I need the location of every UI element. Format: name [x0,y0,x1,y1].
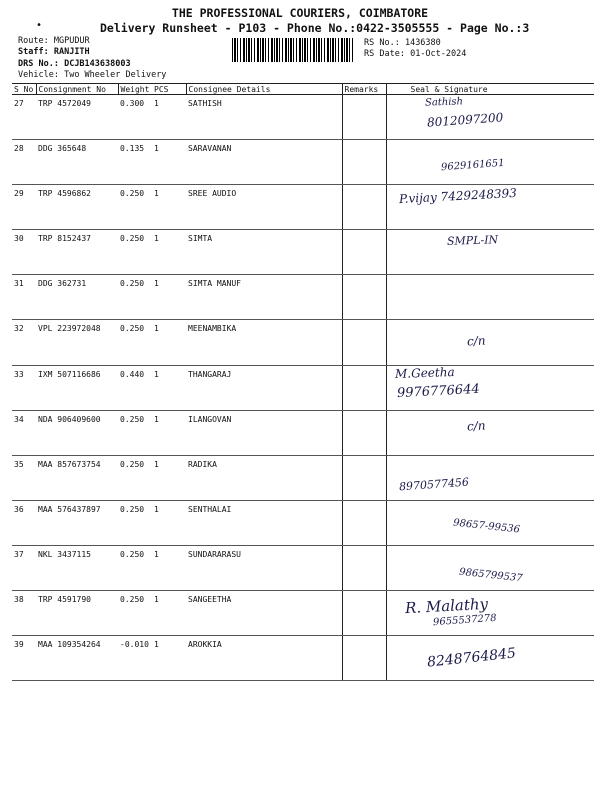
table-row [12,455,594,500]
table-row [12,500,594,545]
table-row [12,230,594,275]
handwritten-name: SMPL-IN [446,233,498,249]
cell-signature [386,591,594,636]
cell-consignee: SATHISH [186,95,342,140]
cell-consignee: MEENAMBIKA [186,320,342,365]
cell-pcs: 1 [152,636,186,681]
drs-value: DCJB143638003 [64,59,131,69]
cell-consignee: THANGARAJ [186,365,342,410]
col-weight: Weight [118,84,152,95]
handwritten-phone: 9865799537 [458,566,523,585]
cell-signature [386,545,594,590]
cell-pcs: 1 [152,591,186,636]
handwritten-name: M.Geetha [394,364,455,381]
handwritten-name: c/n [466,418,486,434]
cell-sno: 33 [12,365,36,410]
handwritten-phone: 9655537278 [432,612,497,629]
cell-sno: 28 [12,140,36,185]
cell-remarks [342,591,386,636]
col-consignment: Consignment No [36,84,118,95]
cell-pcs: 1 [152,455,186,500]
table-row [12,275,594,320]
table-row [12,140,594,185]
cell-consignment-no: TRP 4591790 [36,591,118,636]
cell-consignee: SIMTA MANUF [186,275,342,320]
table-row [12,185,594,230]
cell-pcs: 1 [152,545,186,590]
cell-consignment-no: IXM 507116686 [36,365,118,410]
cell-remarks [342,275,386,320]
table-row [12,636,594,681]
cell-weight: 0.250 [118,230,152,275]
col-seal-signature: Seal & Signature [386,84,594,95]
cell-pcs: 1 [152,185,186,230]
staff-value: RANJITH [53,47,90,57]
cell-weight: 0.250 [118,275,152,320]
cell-weight: 0.250 [118,500,152,545]
cell-consignment-no: TRP 4596862 [36,185,118,230]
rs-date-value: 01-Oct-2024 [410,49,467,59]
table-row [12,545,594,590]
cell-weight: 0.250 [118,591,152,636]
cell-sno: 38 [12,591,36,636]
handwritten-phone: 98657-99536 [452,517,520,536]
handwritten-phone: 9629161651 [440,157,505,174]
col-pcs: PCS [152,84,186,95]
cell-sno: 29 [12,185,36,230]
cell-consignment-no: NDA 906409600 [36,410,118,455]
vehicle-value: Two Wheeler Delivery [64,70,167,80]
table-row [12,320,594,365]
staff-label: Staff: [18,47,49,57]
cell-signature [386,365,594,410]
handwritten-name: Sathish [424,96,463,109]
cell-remarks [342,455,386,500]
table-header-row [12,84,594,95]
cell-remarks [342,185,386,230]
cell-remarks [342,500,386,545]
cell-weight: 0.250 [118,320,152,365]
cell-sno: 30 [12,230,36,275]
cell-remarks [342,636,386,681]
table-row [12,95,594,140]
cell-signature [386,275,594,320]
cell-sno: 27 [12,95,36,140]
cell-consignment-no: MAA 857673754 [36,455,118,500]
col-remarks: Remarks [342,84,386,95]
vehicle-label: Vehicle: [18,70,59,80]
cell-weight: 0.135 [118,140,152,185]
cell-remarks [342,365,386,410]
vehicle-line [18,70,166,80]
handwritten-phone: 8012097200 [426,110,504,130]
handwritten-name: P.vijay 7429248393 [398,186,517,207]
scan-mark: • [36,20,43,31]
cell-pcs: 1 [152,320,186,365]
col-sno: S No [12,84,36,95]
cell-signature [386,500,594,545]
cell-weight: 0.250 [118,185,152,230]
cell-weight: 0.250 [118,455,152,500]
cell-signature [386,230,594,275]
handwritten-phone: 9976776644 [396,381,480,401]
cell-pcs: 1 [152,230,186,275]
cell-weight: 0.300 [118,95,152,140]
cell-remarks [342,410,386,455]
company-title: THE PROFESSIONAL COURIERS, COIMBATORE [171,6,429,20]
cell-signature [386,140,594,185]
cell-pcs: 1 [152,140,186,185]
cell-remarks [342,545,386,590]
handwritten-phone: 8970577456 [398,475,469,494]
drs-label: DRS No.: [18,59,59,69]
barcode-image [232,38,354,62]
staff-line [18,47,90,57]
cell-consignee: SANGEETHA [186,591,342,636]
runsheet-title: Delivery Runsheet - P103 - Phone No.:0422-3505555 - Page No.:3 [100,21,530,35]
cell-consignee: RADIKA [186,455,342,500]
cell-remarks [342,140,386,185]
handwritten-phone: 8248764845 [425,645,517,671]
cell-signature [386,95,594,140]
route-label: Route: [18,36,49,46]
cell-weight: 0.440 [118,365,152,410]
table-row [12,365,594,410]
cell-sno: 34 [12,410,36,455]
cell-pcs: 1 [152,500,186,545]
cell-sno: 36 [12,500,36,545]
cell-consignee: SENTHALAI [186,500,342,545]
cell-consignee: SARAVANAN [186,140,342,185]
cell-consignment-no: DDG 362731 [36,275,118,320]
cell-sno: 37 [12,545,36,590]
cell-consignment-no: NKL 3437115 [36,545,118,590]
cell-consignment-no: DDG 365648 [36,140,118,185]
table-row [12,591,594,636]
cell-remarks [342,230,386,275]
cell-consignment-no: MAA 109354264 [36,636,118,681]
cell-consignee: SIMTA [186,230,342,275]
rs-no-label: RS No.: [364,38,400,48]
cell-consignment-no: MAA 576437897 [36,500,118,545]
rs-date-line [364,49,466,59]
route-value: MGPUDUR [53,36,90,46]
handwritten-name: c/n [466,333,486,349]
cell-pcs: 1 [152,95,186,140]
cell-sno: 39 [12,636,36,681]
cell-consignee: AROKKIA [186,636,342,681]
rs-date-label: RS Date: [364,49,405,59]
table-row [12,410,594,455]
rs-no-value: 1436380 [404,38,441,48]
cell-sno: 31 [12,275,36,320]
cell-weight: -0.010 [118,636,152,681]
drs-line [18,59,131,69]
cell-remarks [342,320,386,365]
handwritten-name: R. Malathy [404,594,488,618]
cell-sno: 32 [12,320,36,365]
cell-weight: 0.250 [118,410,152,455]
cell-signature [386,185,594,230]
cell-consignment-no: VPL 223972048 [36,320,118,365]
cell-consignee: ILANGOVAN [186,410,342,455]
route-line [18,36,90,46]
cell-pcs: 1 [152,275,186,320]
cell-pcs: 1 [152,365,186,410]
cell-consignment-no: TRP 4572049 [36,95,118,140]
cell-sno: 35 [12,455,36,500]
cell-signature [386,410,594,455]
cell-consignment-no: TRP 8152437 [36,230,118,275]
cell-signature [386,636,594,681]
cell-signature [386,320,594,365]
cell-weight: 0.250 [118,545,152,590]
col-consignee: Consignee Details [186,84,342,95]
cell-consignee: SREE AUDIO [186,185,342,230]
rs-no-line [364,38,441,48]
cell-signature [386,455,594,500]
cell-remarks [342,95,386,140]
cell-consignee: SUNDARARASU [186,545,342,590]
runsheet-table [12,83,594,681]
cell-pcs: 1 [152,410,186,455]
